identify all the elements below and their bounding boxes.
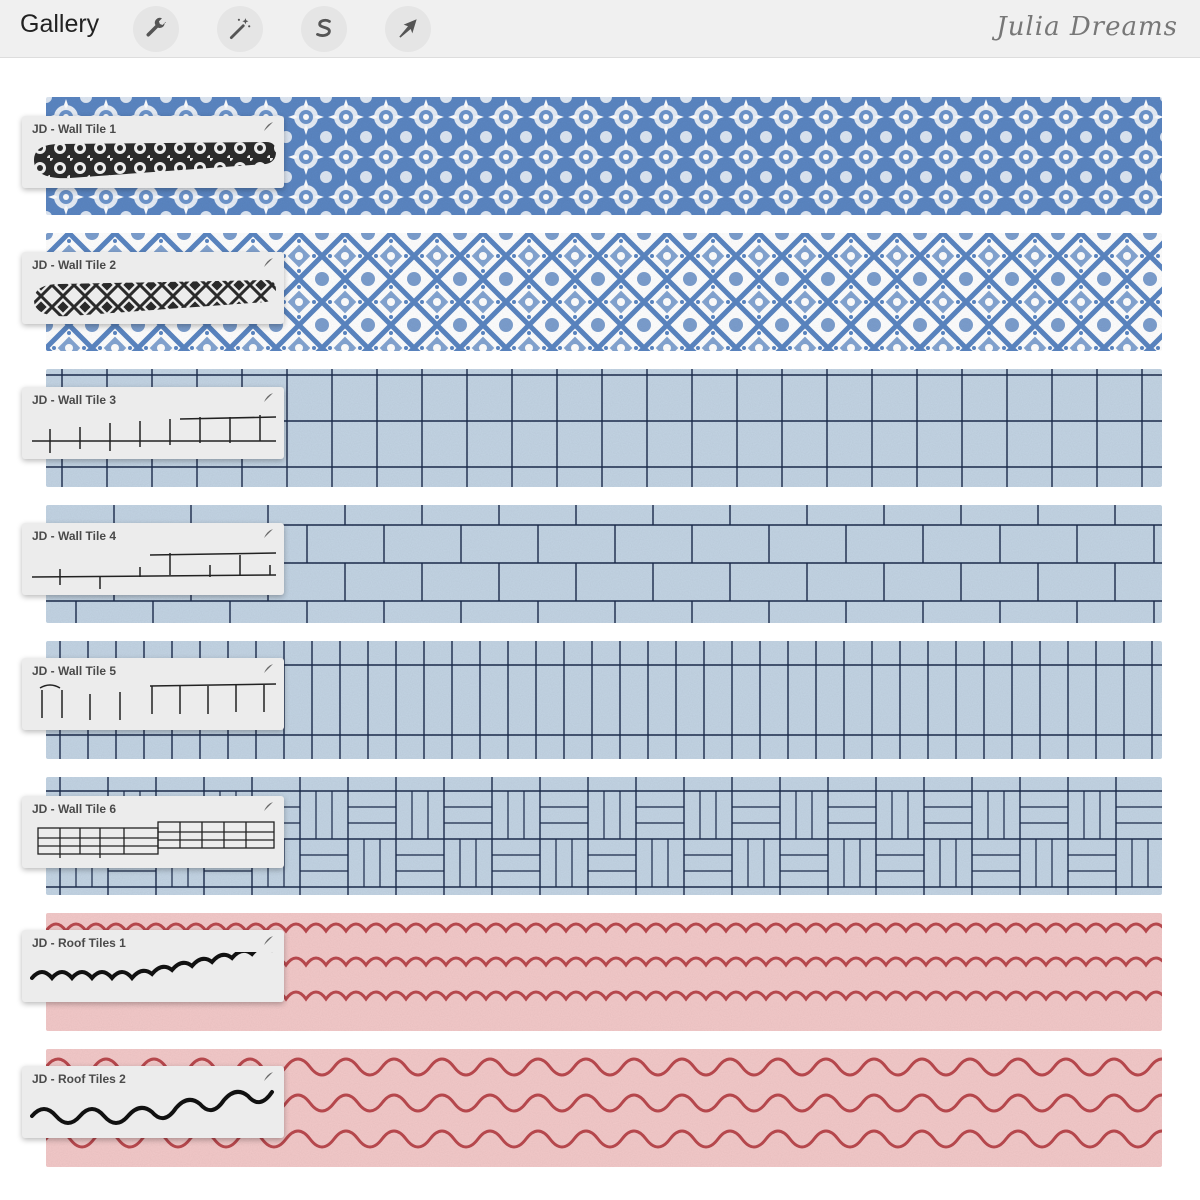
stroke-preview xyxy=(30,818,278,862)
brush-name: JD - Wall Tile 5 xyxy=(32,664,117,678)
brush-name: JD - Wall Tile 3 xyxy=(32,393,117,407)
stroke-preview xyxy=(30,274,278,318)
brush-name: JD - Wall Tile 6 xyxy=(32,802,117,816)
stroke-preview xyxy=(30,138,278,182)
quill-icon xyxy=(262,663,274,675)
brush-name: JD - Wall Tile 1 xyxy=(32,122,117,136)
transform-button[interactable] xyxy=(385,6,431,52)
brush-card[interactable] xyxy=(22,116,284,188)
smudge-s-icon xyxy=(311,16,337,42)
quill-icon xyxy=(262,392,274,404)
quill-icon xyxy=(262,528,274,540)
stroke-preview xyxy=(30,545,278,589)
brush-card[interactable] xyxy=(22,658,284,730)
adjustments-button[interactable] xyxy=(217,6,263,52)
quill-icon xyxy=(262,257,274,269)
top-toolbar xyxy=(0,0,1200,58)
signature-logo: Julia Dreams xyxy=(996,12,1178,42)
quill-icon xyxy=(262,801,274,813)
quill-icon xyxy=(262,935,274,947)
arrow-cursor-icon xyxy=(395,16,421,42)
quill-icon xyxy=(262,1071,274,1083)
magic-wand-icon xyxy=(227,16,253,42)
stroke-preview xyxy=(30,1088,278,1132)
brush-name: JD - Wall Tile 4 xyxy=(32,529,117,543)
stroke-preview xyxy=(30,409,278,453)
brush-card[interactable] xyxy=(22,930,284,1002)
stroke-preview xyxy=(30,952,278,996)
brush-card[interactable] xyxy=(22,252,284,324)
wrench-icon xyxy=(143,16,169,42)
brush-name: JD - Wall Tile 2 xyxy=(32,258,117,272)
brush-card[interactable] xyxy=(22,387,284,459)
quill-icon xyxy=(262,121,274,133)
selection-button[interactable] xyxy=(301,6,347,52)
brush-name: JD - Roof Tiles 1 xyxy=(32,936,126,950)
brush-name: JD - Roof Tiles 2 xyxy=(32,1072,126,1086)
brush-card[interactable] xyxy=(22,1066,284,1138)
wrench-button[interactable] xyxy=(133,6,179,52)
brush-card[interactable] xyxy=(22,523,284,595)
brush-card[interactable] xyxy=(22,796,284,868)
gallery-button[interactable]: Gallery xyxy=(20,10,100,38)
stroke-preview xyxy=(30,680,278,724)
